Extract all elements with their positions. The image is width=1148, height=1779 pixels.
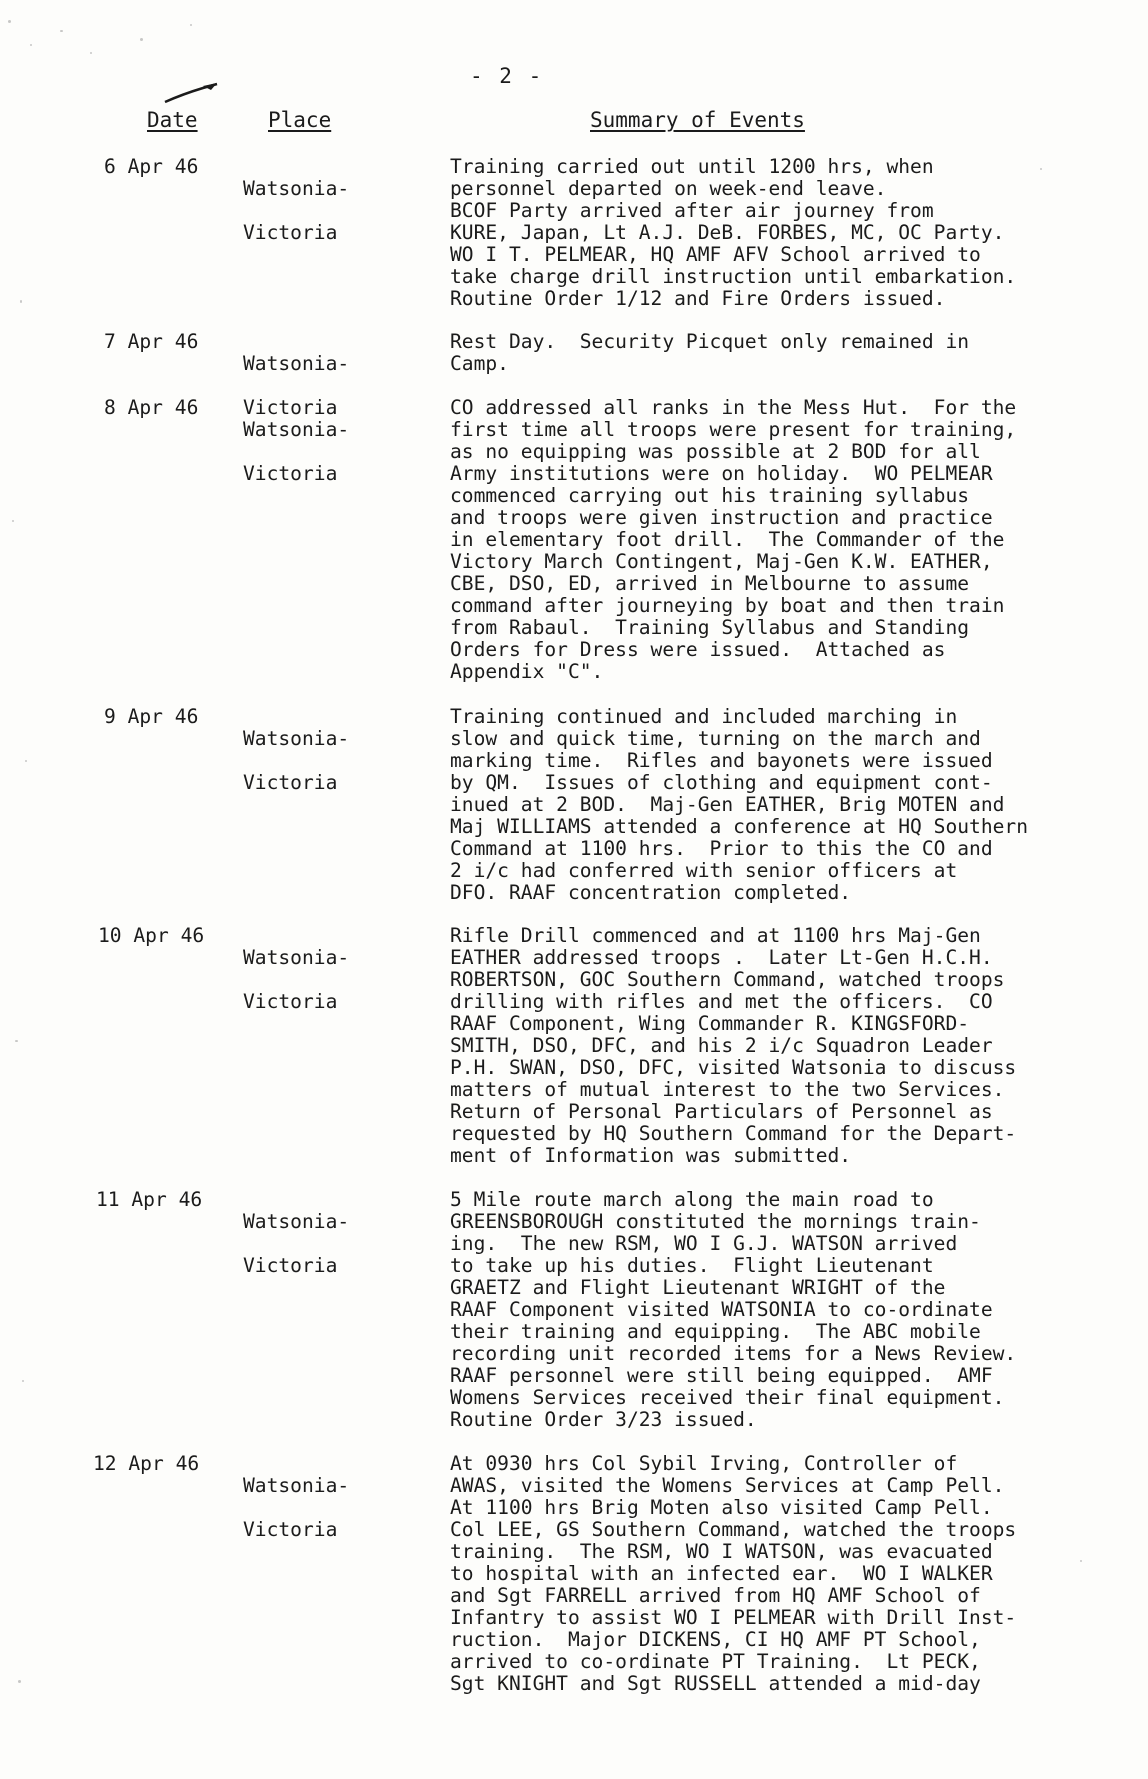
page-number: - 2 - [470, 64, 544, 88]
summary-line: RAAF personnel were still being equipped. AMF [450, 1364, 993, 1387]
entry-place [243, 156, 349, 266]
summary-line: Col LEE, GS Southern Command, watched the troops [450, 1518, 1017, 1541]
scan-speckle [18, 1680, 21, 1683]
entry-date: 12 Apr 46 [93, 1452, 200, 1475]
scan-speckle [190, 24, 192, 26]
summary-line: slow and quick time, turning on the march and [450, 727, 981, 750]
entry-date: 6 Apr 46 [104, 155, 199, 178]
column-header-date: Date [147, 108, 198, 132]
summary-line: to hospital with an infected ear. WO I WALKER [450, 1562, 993, 1585]
entry-place [243, 706, 349, 816]
summary-line: requested by HQ Southern Command for the Depart- [450, 1122, 1017, 1145]
scan-speckle [30, 44, 32, 46]
scan-speckle [25, 760, 27, 762]
column-header-place: Place [268, 108, 332, 132]
entry-summary [450, 331, 1100, 375]
summary-line: Command at 1100 hrs. Prior to this the CO and [450, 837, 993, 860]
summary-line: their training and equipping. The ABC mobile [450, 1320, 981, 1343]
entry-date: 10 Apr 46 [98, 924, 205, 947]
summary-line: CO addressed all ranks in the Mess Hut. For the [450, 396, 1017, 419]
entry-date: 7 Apr 46 [104, 330, 199, 353]
summary-line: first time all troops were present for training, [450, 418, 1017, 441]
entry-place-line: Victoria [243, 1518, 338, 1541]
scan-speckle [90, 52, 92, 54]
summary-line: ROBERTSON, GOC Southern Command, watched troops [450, 968, 1005, 991]
summary-line: Sgt KNIGHT and Sgt RUSSELL attended a mid-day [450, 1672, 981, 1695]
summary-line: Camp. [450, 352, 509, 375]
entry-place-line: Watsonia- [243, 946, 350, 969]
summary-line: EATHER addressed troops . Later Lt-Gen H.C.H. [450, 946, 993, 969]
summary-line: as no equipping was possible at 2 BOD for all [450, 440, 981, 463]
scan-speckle [140, 38, 143, 41]
summary-line: command after journeying by boat and then train [450, 594, 1005, 617]
entry-place [243, 1189, 349, 1299]
summary-line: At 1100 hrs Brig Moten also visited Camp Pell. [450, 1496, 993, 1519]
summary-line: P.H. SWAN, DSO, DFC, visited Watsonia to discuss [450, 1056, 1017, 1079]
summary-line: 2 i/c had conferred with senior officers at [450, 859, 958, 882]
entry-place-line: Victoria [243, 396, 338, 419]
scan-speckle [8, 20, 11, 23]
entry-place-line: Watsonia- [243, 418, 350, 441]
summary-line: in elementary foot drill. The Commander of the [450, 528, 1005, 551]
entry-summary [450, 156, 1100, 310]
summary-line: Return of Personal Particulars of Personnel as [450, 1100, 993, 1123]
summary-line: by QM. Issues of clothing and equipment cont- [450, 771, 993, 794]
summary-line: marking time. Rifles and bayonets were issued [450, 749, 993, 772]
summary-line: Orders for Dress were issued. Attached as [450, 638, 946, 661]
entry-place-line: Watsonia- [243, 1474, 350, 1497]
summary-line: commenced carrying out his training syllabus [450, 484, 970, 507]
scan-speckle [22, 1380, 24, 1382]
summary-line: Training continued and included marching in [450, 705, 958, 728]
entry-place-line: Watsonia- [243, 177, 350, 200]
summary-line: Maj WILLIAMS attended a conference at HQ Southern [450, 815, 1029, 838]
column-header-summary: Summary of Events [590, 108, 805, 132]
summary-line: arrived to co-ordinate PT Training. Lt PECK, [450, 1650, 981, 1673]
entry-place [243, 925, 349, 1035]
summary-line: recording unit recorded items for a News Review. [450, 1342, 1017, 1365]
summary-line: Infantry to assist WO I PELMEAR with Drill Inst- [450, 1606, 1017, 1629]
summary-line: Rifle Drill commenced and at 1100 hrs Maj-Gen [450, 924, 981, 947]
summary-line: drilling with rifles and met the officers. CO [450, 990, 993, 1013]
summary-line: SMITH, DSO, DFC, and his 2 i/c Squadron Leader [450, 1034, 993, 1057]
entry-place-line: Watsonia- [243, 352, 350, 375]
summary-line: CBE, DSO, ED, arrived in Melbourne to assume [450, 572, 970, 595]
summary-line: GREENSBOROUGH constituted the mornings train- [450, 1210, 981, 1233]
scan-speckle [20, 300, 22, 303]
summary-line: and troops were given instruction and practice [450, 506, 993, 529]
summary-line: Routine Order 1/12 and Fire Orders issued. [450, 287, 946, 310]
summary-line: RAAF Component visited WATSONIA to co-ordinate [450, 1298, 993, 1321]
summary-line: matters of mutual interest to the two Services. [450, 1078, 1005, 1101]
entry-summary [450, 1453, 1100, 1695]
entry-place-line: Watsonia- [243, 727, 350, 750]
scan-speckle [15, 1040, 18, 1042]
summary-line: ing. The new RSM, WO I G.J. WATSON arrived [450, 1232, 958, 1255]
summary-line: ment of Information was submitted. [450, 1144, 852, 1167]
summary-line: Army institutions were on holiday. WO PELMEAR [450, 462, 993, 485]
entry-place-line: Victoria [243, 1254, 338, 1277]
scan-speckle [12, 520, 14, 522]
summary-line: from Rabaul. Training Syllabus and Standing [450, 616, 970, 639]
summary-line: At 0930 hrs Col Sybil Irving, Controller of [450, 1452, 958, 1475]
summary-line: 5 Mile route march along the main road to [450, 1188, 934, 1211]
summary-line: RAAF Component, Wing Commander R. KINGSFORD- [450, 1012, 970, 1035]
entry-date: 9 Apr 46 [104, 705, 199, 728]
summary-line: WO I T. PELMEAR, HQ AMF AFV School arrived to [450, 243, 981, 266]
entry-summary [450, 397, 1100, 683]
summary-line: inued at 2 BOD. Maj-Gen EATHER, Brig MOTEN and [450, 793, 1005, 816]
summary-line: DFO. RAAF concentration completed. [450, 881, 852, 904]
summary-line: ruction. Major DICKENS, CI HQ AMF PT School, [450, 1628, 981, 1651]
summary-line: training. The RSM, WO I WATSON, was evacuated [450, 1540, 993, 1563]
entry-place-line: Victoria [243, 462, 338, 485]
entry-date: 11 Apr 46 [96, 1188, 203, 1211]
entry-place [243, 397, 349, 507]
summary-line: to take up his duties. Flight Lieutenant [450, 1254, 934, 1277]
entry-place-line: Victoria [243, 990, 338, 1013]
summary-line: Appendix "C". [450, 660, 604, 683]
entry-place-line: Victoria [243, 771, 338, 794]
summary-line: AWAS, visited the Womens Services at Camp Pell. [450, 1474, 1005, 1497]
summary-line: Womens Services received their final equipment. [450, 1386, 1005, 1409]
entry-place-line: Victoria [243, 221, 338, 244]
entry-place-line: Watsonia- [243, 1210, 350, 1233]
summary-line: take charge drill instruction until embarkation. [450, 265, 1017, 288]
summary-line: Victory March Contingent, Maj-Gen K.W. EATHER, [450, 550, 993, 573]
entry-summary [450, 925, 1100, 1167]
summary-line: Rest Day. Security Picquet only remained in [450, 330, 970, 353]
entry-summary [450, 706, 1100, 904]
summary-line: Routine Order 3/23 issued. [450, 1408, 757, 1431]
scan-speckle [60, 30, 63, 32]
summary-line: GRAETZ and Flight Lieutenant WRIGHT of the [450, 1276, 946, 1299]
summary-line: KURE, Japan, Lt A.J. DeB. FORBES, MC, OC Party. [450, 221, 1005, 244]
pen-mark-icon [163, 80, 221, 106]
summary-line: personnel departed on week-end leave. [450, 177, 887, 200]
summary-line: BCOF Party arrived after air journey from [450, 199, 934, 222]
entry-place [243, 1453, 349, 1563]
entry-date: 8 Apr 46 [104, 396, 199, 419]
summary-line: and Sgt FARRELL arrived from HQ AMF School of [450, 1584, 981, 1607]
entry-summary [450, 1189, 1100, 1431]
summary-line: Training carried out until 1200 hrs, when [450, 155, 934, 178]
